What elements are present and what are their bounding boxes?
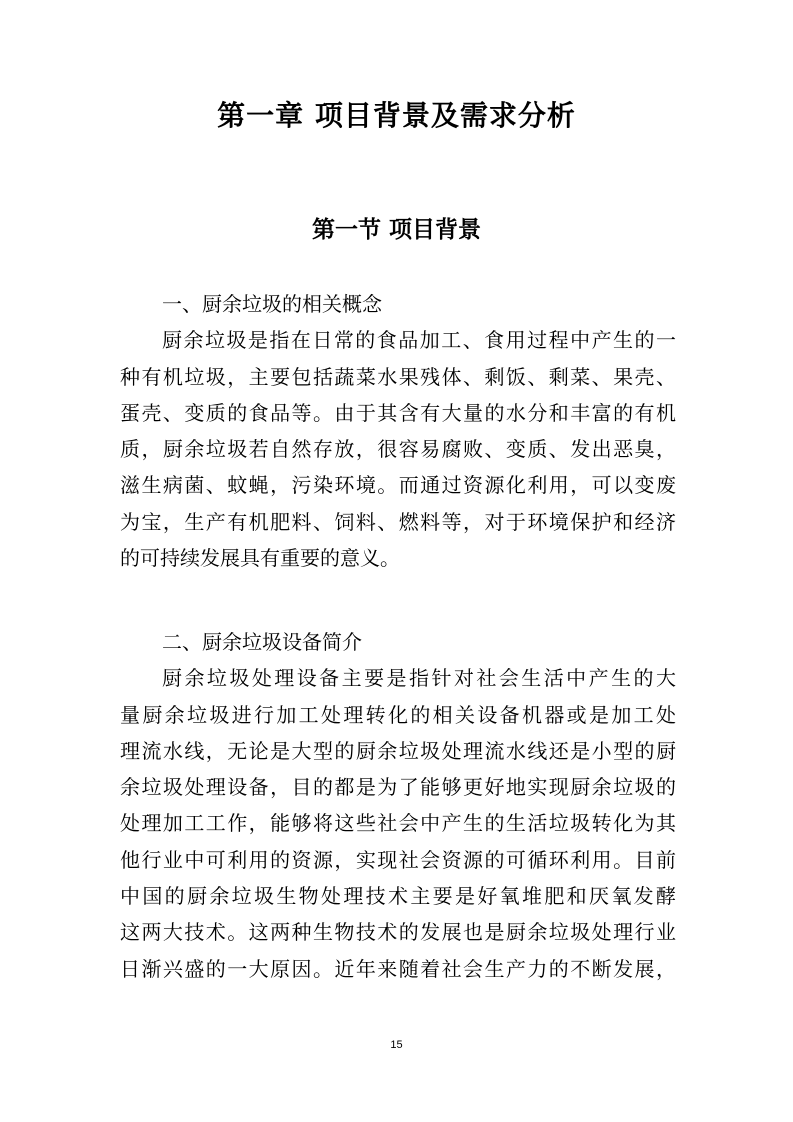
page-number: 15 — [390, 1039, 403, 1051]
part-1-kitchen-waste-concept — [120, 286, 676, 576]
paragraph-line: 的可持续发展具有重要的意义。 — [120, 546, 400, 571]
paragraph-line: 为宝，生产有机肥料、饲料、燃料等，对于环境保护和经济 — [120, 509, 676, 534]
paragraph-line: 蛋壳、变质的食品等。由于其含有大量的水分和丰富的有机 — [120, 400, 676, 425]
paragraph-line: 处理加工工作，能够将这些社会中产生的生活垃圾转化为其 — [120, 811, 676, 836]
paragraph-line: 理流水线，无论是大型的厨余垃圾处理流水线还是小型的厨 — [120, 738, 676, 763]
part-2-equipment-intro — [120, 624, 676, 987]
section-title: 第一节 项目背景 — [311, 216, 481, 243]
part-2-heading: 二、厨余垃圾设备简介 — [162, 630, 362, 654]
paragraph-line: 这两大技术。这两种生物技术的发展也是厨余垃圾处理行业 — [120, 920, 676, 945]
part-1-heading: 一、厨余垃圾的相关概念 — [162, 292, 382, 316]
paragraph-line: 种有机垃圾，主要包括蔬菜水果残体、剩饭、剩菜、果壳、 — [120, 364, 676, 389]
paragraph-line: 他行业中可利用的资源，实现社会资源的可循环利用。目前 — [120, 847, 676, 872]
paragraph-line: 量厨余垃圾进行加工处理转化的相关设备机器或是加工处 — [120, 702, 676, 727]
chapter-title: 第一章 项目背景及需求分析 — [217, 99, 576, 132]
paragraph-line: 质，厨余垃圾若自然存放，很容易腐败、变质、发出恶臭， — [120, 437, 676, 462]
paragraph-line: 中国的厨余垃圾生物处理技术主要是好氧堆肥和厌氧发酵 — [120, 884, 676, 909]
paragraph-line: 余垃圾处理设备，目的都是为了能够更好地实现厨余垃圾的 — [120, 775, 676, 800]
paragraph-line: 厨余垃圾是指在日常的食品加工、食用过程中产生的一 — [162, 328, 676, 353]
paragraph-line: 滋生病菌、蚊蝇，污染环境。而通过资源化利用，可以变废 — [120, 473, 676, 498]
paragraph-line: 厨余垃圾处理设备主要是指针对社会生活中产生的大 — [162, 666, 676, 691]
paragraph-line: 日渐兴盛的一大原因。近年来随着社会生产力的不断发展， — [120, 956, 676, 981]
